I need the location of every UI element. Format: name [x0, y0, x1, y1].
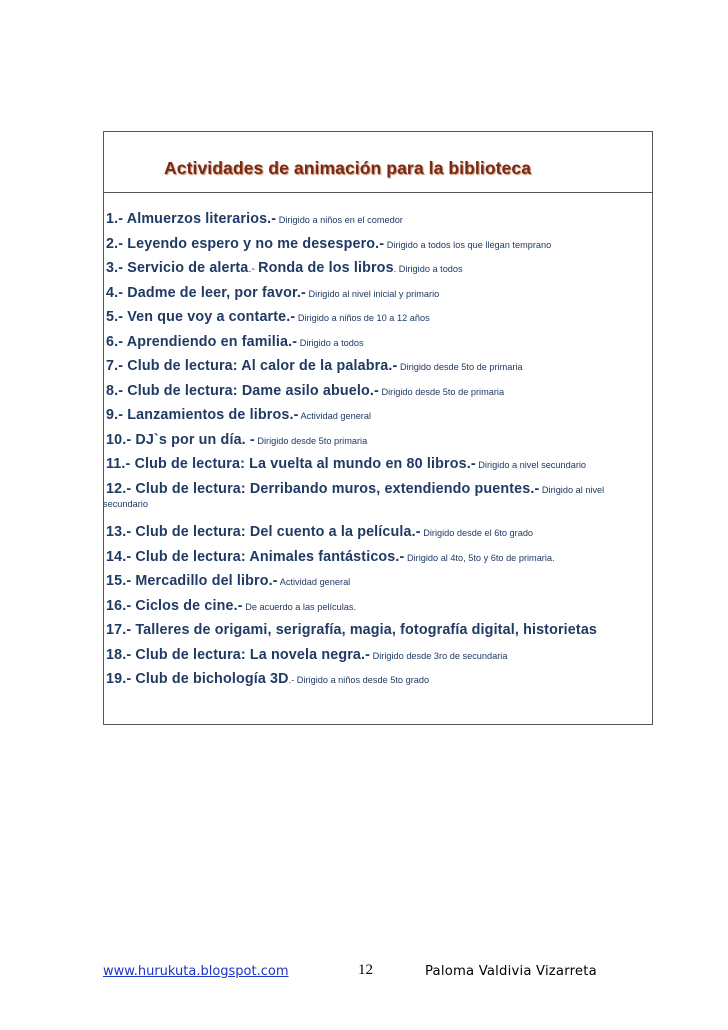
activity-title: 19.- Club de bichología 3D	[106, 671, 289, 687]
activity-item	[106, 357, 523, 376]
activity-audience: Dirigido a niños de 10 a 12 años	[295, 313, 430, 323]
activity-title: 14.- Club de lectura: Animales fantásticos.-	[106, 548, 405, 565]
activity-audience: Dirigido desde el 6to grado	[420, 528, 534, 538]
activity-title: 13.- Club de lectura: Del cuento a la película.-	[106, 524, 421, 540]
activity-item	[106, 235, 551, 254]
activity-audience-continued: secundario	[103, 498, 148, 509]
activity-item	[106, 455, 586, 474]
activity-item	[106, 431, 367, 450]
activity-item	[106, 646, 507, 665]
activity-audience: Dirigido al nivel	[539, 484, 605, 495]
activity-audience: Actividad general	[277, 577, 351, 587]
activity-title: 18.- Club de lectura: La novela negra.-	[106, 646, 371, 663]
activity-audience: Dirigido desde 5to primaria	[254, 435, 368, 446]
activity-item	[106, 572, 350, 591]
box-header	[104, 132, 652, 193]
activity-title: 11.- Club de lectura: La vuelta al mundo en 80 libros.-	[106, 456, 476, 472]
activity-audience: . Dirigido a todos	[393, 264, 463, 274]
activity-audience: Dirigido desde 5to de primaria	[397, 362, 523, 372]
activity-audience: Dirigido a niños en el comedor	[276, 215, 403, 225]
activity-item	[106, 284, 439, 303]
activity-title: 15.- Mercadillo del libro.-	[106, 573, 278, 589]
activity-audience: Dirigido al nivel inicial y primario	[305, 288, 440, 299]
activity-item	[106, 259, 463, 278]
activity-title: 16.- Ciclos de cine.-	[106, 597, 243, 614]
activity-title: 4.- Dadme de leer, por favor.-	[106, 284, 306, 301]
page-title: Actividades de animación para la biblioteca	[164, 158, 532, 178]
activity-audience: Dirigido a nivel secundario	[475, 460, 587, 470]
activity-audience: Dirigido a todos	[297, 337, 364, 348]
footer-author: Paloma Valdivia Vizarreta	[425, 964, 597, 979]
activity-audience: Dirigido a todos los que llegan temprano	[384, 239, 552, 250]
activity-audience: Dirigido al 4to, 5to y 6to de primaria.	[404, 552, 555, 563]
activity-audience: .- Dirigido a niños desde 5to grado	[288, 675, 430, 685]
activity-title: 12.- Club de lectura: Derribando muros, extendiendo puentes.-	[106, 480, 540, 497]
activity-item	[106, 210, 403, 229]
activity-title: 17.- Talleres de origami, serigrafía, magia, fotografía digital, historietas	[106, 622, 598, 638]
activity-item	[106, 406, 371, 425]
activity-title: 9.- Lanzamientos de libros.-	[106, 407, 299, 423]
activity-item	[106, 480, 604, 499]
activity-item	[106, 621, 597, 639]
activity-audience: Dirigido desde 5to de primaria	[378, 386, 505, 397]
activity-title: 5.- Ven que voy a contarte.-	[106, 309, 296, 325]
activity-item	[106, 523, 533, 542]
activity-audience: De acuerdo a las películas.	[242, 601, 357, 612]
activity-title-secondary: Ronda de los libros	[258, 260, 394, 276]
activity-title: 7.- Club de lectura: Al calor de la palabra.-	[106, 358, 398, 374]
activity-item	[106, 548, 555, 567]
activity-title: 8.- Club de lectura: Dame asilo abuelo.-	[106, 382, 379, 399]
activity-title: 6.- Aprendiendo en familia.-	[106, 333, 298, 350]
footer-blog-link[interactable]: www.hurukuta.blogspot.com	[103, 964, 289, 979]
activity-item	[106, 597, 356, 616]
activity-separator: .-	[248, 263, 259, 275]
activity-item	[106, 670, 429, 689]
activity-title: 1.- Almuerzos literarios.-	[106, 211, 277, 227]
activity-title: 2.- Leyendo espero y no me desespero.-	[106, 235, 385, 252]
page-number: 12	[358, 962, 373, 978]
activity-title: 10.- DJ`s por un día. -	[106, 431, 255, 448]
activity-audience: Actividad general	[298, 411, 372, 421]
activity-item	[106, 308, 430, 327]
activity-title: 3.- Servicio de alerta	[106, 260, 249, 276]
activity-audience: Dirigido desde 3ro de secundaria	[370, 650, 508, 661]
activity-item	[106, 382, 504, 401]
activity-item	[106, 333, 364, 352]
